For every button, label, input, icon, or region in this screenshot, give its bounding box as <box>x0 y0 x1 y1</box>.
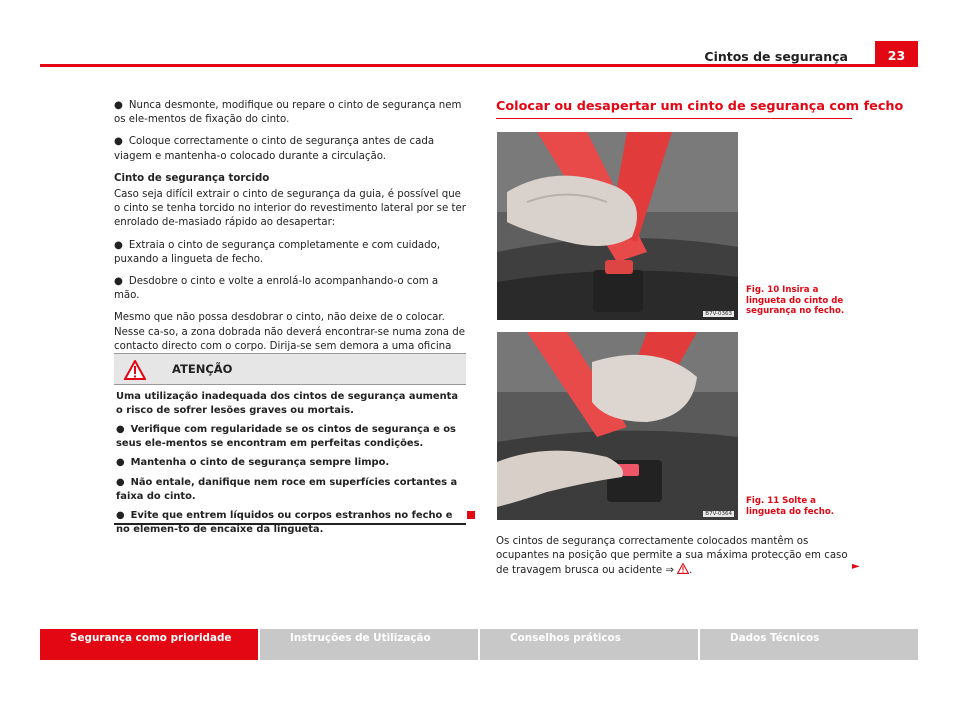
body-paragraph: Os cintos de segurança correctamente colocados mantêm os ocupantes na posição que permite a sua máxima protecção em caso de travagem brusca ou acidente ⇒ . <box>496 536 848 577</box>
footer-tab-instructions[interactable]: Instruções de Utilização <box>260 629 478 660</box>
bullet-icon: ● <box>114 239 123 251</box>
footer-tab-tips[interactable]: Conselhos práticos <box>480 629 698 660</box>
section-end-marker <box>467 511 475 519</box>
warning-body <box>114 385 466 536</box>
section-rule <box>496 118 852 119</box>
figure-id-label: B7V-0364 <box>705 511 732 517</box>
page-number: 23 <box>875 41 918 67</box>
continue-arrow-icon: ► <box>852 561 860 572</box>
warning-item: ● Não entale, danifique nem roce em superfícies cortantes a faixa do cinto. <box>116 476 458 502</box>
seatbelt-release-illustration <box>497 332 738 520</box>
bullet-icon: ● <box>114 100 123 111</box>
bullet-item: ● Nunca desmonte, modifique ou repare o cinto de segurança nem os ele-mentos de fixação do cinto. <box>114 100 462 126</box>
bullet-item: ● Extraia o cinto de segurança completamente e com cuidado, puxando a lingueta de fecho. <box>114 239 441 265</box>
seatbelt-insert-illustration <box>497 132 738 320</box>
figure-10-photo <box>497 132 738 320</box>
figure-id-label: B7V-0363 <box>705 311 732 317</box>
warning-header <box>114 353 466 385</box>
footer-tab-technical-data[interactable]: Dados Técnicos <box>700 629 918 660</box>
figure-11-photo <box>497 332 738 520</box>
bullet-icon: ● <box>114 136 123 148</box>
warning-item: ● Verifique com regularidade se os cintos de segurança e os seus ele-mentos se encontram em perfeitas condições. <box>116 424 456 449</box>
bullet-icon: ● <box>116 457 125 469</box>
warning-box <box>114 353 466 535</box>
left-column <box>114 99 466 376</box>
footer-tab-safety[interactable]: Segurança como prioridade <box>40 629 258 660</box>
bullet-item: ● Desdobre o cinto e volte a enrolá-lo acompanhando-o com a mão. <box>114 276 439 302</box>
warning-intro: Uma utilização inadequada dos cintos de segurança aumenta o risco de sofrer lesões graves ou mortais. <box>116 391 458 416</box>
running-header-title: Cintos de segurança <box>704 49 848 64</box>
header-rule <box>40 64 918 67</box>
bullet-icon: ● <box>114 276 123 288</box>
paragraph: Caso seja difícil extrair o cinto de segurança da guia, é possível que o cinto se tenha torcido no interior do revestimento lateral por se ter enrolado de-masiado rápido ao desapertar: <box>114 189 466 229</box>
bullet-icon: ● <box>116 476 125 488</box>
bullet-icon: ● <box>116 424 125 436</box>
figure-11-caption: Fig. 11 Solte a lingueta do fecho. <box>746 496 835 517</box>
warning-reference-icon[interactable] <box>677 563 689 574</box>
footer-tabs <box>40 629 918 660</box>
bullet-icon: ● <box>116 510 125 522</box>
bullet-item: ● Coloque correctamente o cinto de segurança antes de cada viagem e mantenha-o colocado durante a circulação. <box>114 136 435 162</box>
paragraph: Mesmo que não possa desdobrar o cinto, não deixe de o colocar. Nesse ca-so, a zona dobrada não deverá encontrar-se numa zona de contacto directo com o corpo. Dirija-se sem demora a uma oficina <box>114 312 466 352</box>
warning-triangle-icon <box>124 360 146 380</box>
figure-10-caption: Fig. 10 Insira a lingueta do cinto de segurança no fecho. <box>746 285 845 316</box>
warning-title: ATENÇÃO <box>172 362 233 376</box>
subheading: Cinto de segurança torcido <box>114 172 270 184</box>
section-title: Colocar ou desapertar um cinto de segurança com fecho <box>496 99 904 114</box>
warning-item: ● Evite que entrem líquidos ou corpos estranhos no fecho e no elemen-to de encaixe da lingueta. <box>116 510 453 535</box>
warning-item: ● Mantenha o cinto de segurança sempre limpo. <box>116 457 390 469</box>
